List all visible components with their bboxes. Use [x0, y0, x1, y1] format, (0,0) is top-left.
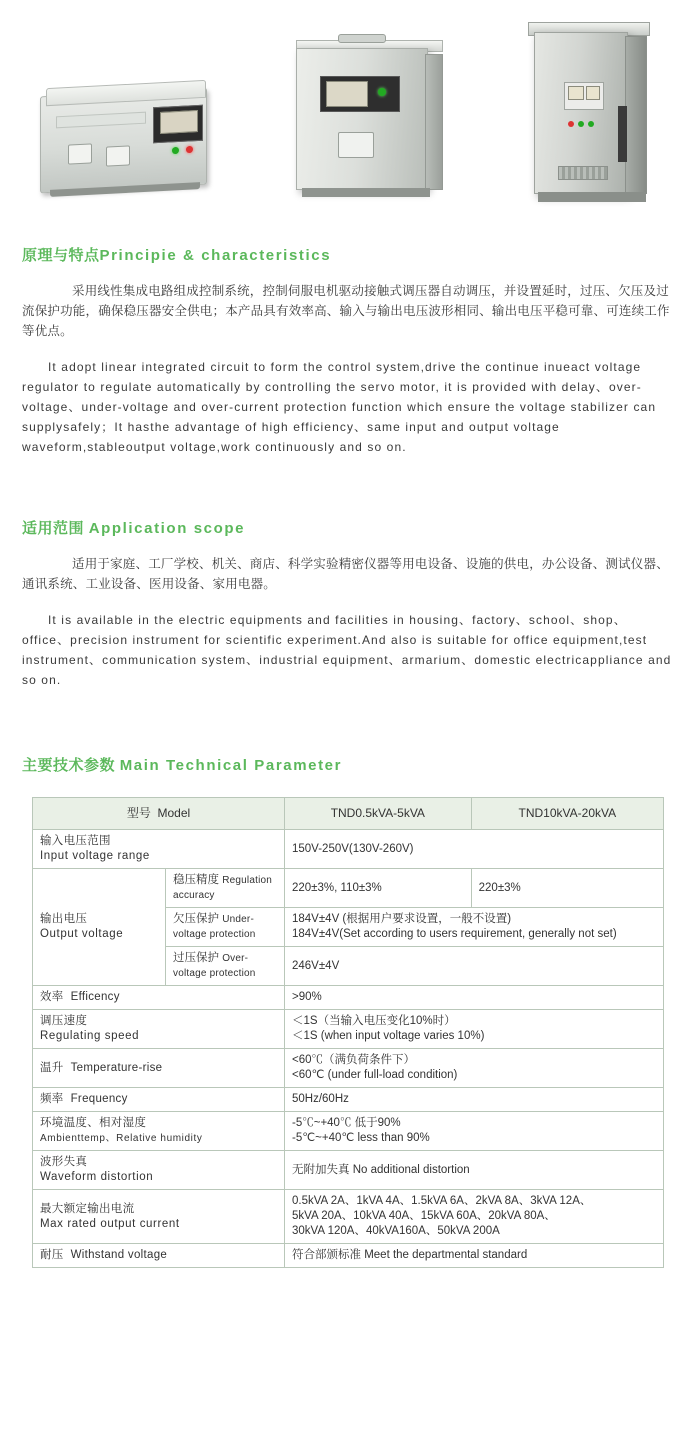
- photo3-analog-meter-left: [568, 86, 584, 100]
- section-heading-parameters-cn: 主要技术参数: [22, 757, 116, 774]
- row-label-output-voltage-cn: 输出电压: [40, 913, 88, 925]
- row-label-waveform-cn: 波形失真: [40, 1156, 88, 1168]
- row-value-temperature-rise-en: <60℃ (under full-load condition): [292, 1069, 458, 1081]
- photo2-indicator-green: [378, 88, 386, 96]
- photo2-handle: [338, 34, 386, 43]
- principle-text-cn: 采用线性集成电路组成控制系统，控制伺服电机驱动接触式调压器自动调压，并设置延时，过压、欠压及过流保护功能，确保稳压器安全供电；本产品具有效率高、输入与输出电压波形相同、输出电压平稳可靠、可连续工作等优点。: [22, 284, 670, 338]
- row-label-over-voltage-cn: 过压保护: [173, 952, 219, 964]
- row-value-ambient-en: -5℃~+40℃ less than 90%: [292, 1132, 430, 1144]
- row-label-regulating-speed-en: Regulating speed: [40, 1030, 140, 1042]
- row-value-max-current-line1: 0.5kVA 2A、1kVA 4A、1.5kVA 6A、2kVA 8A、3kVA 12A、: [292, 1195, 592, 1207]
- table-row-waveform: [33, 1151, 664, 1190]
- row-value-regulating-speed: [285, 1010, 664, 1049]
- specification-table: [32, 797, 664, 1268]
- product-image-gallery: [22, 0, 674, 210]
- row-label-frequency-en: Frequency: [70, 1093, 128, 1105]
- row-label-output-voltage-en: Output voltage: [40, 928, 124, 940]
- photo1-outlet-right: [106, 145, 130, 166]
- table-row-regulating-speed: [33, 1010, 664, 1049]
- row-label-frequency-cn: 频率: [40, 1093, 64, 1105]
- table-row-max-current: [33, 1190, 664, 1244]
- row-label-frequency: [33, 1088, 285, 1112]
- table-row-input-range: [33, 830, 664, 869]
- row-label-temperature-rise-en: Temperature-rise: [70, 1061, 163, 1074]
- row-value-withstand: 符合部颁标准 Meet the departmental standard: [285, 1244, 664, 1268]
- scope-paragraph-cn: [22, 554, 674, 594]
- row-label-max-current-en: Max rated output current: [40, 1217, 180, 1230]
- scope-text-cn: 适用于家庭、工厂学校、机关、商店、科学实验精密仪器等用电设备、设施的供电，办公设备、测试仪器、通讯系统、工业设备、医用设备、家用电器。: [22, 557, 669, 591]
- section-heading-parameters: [22, 754, 674, 775]
- row-value-waveform: 无附加失真 No additional distortion: [285, 1151, 664, 1190]
- row-label-withstand: [33, 1244, 285, 1268]
- row-label-output-voltage: [33, 869, 166, 986]
- table-header-col2: TND10kVA-20kVA: [471, 798, 663, 830]
- table-header-model-en: Model: [157, 806, 191, 820]
- photo1-outlet-left: [68, 143, 92, 164]
- row-label-waveform: [33, 1151, 285, 1190]
- row-label-under-voltage-en: Under-voltage protection: [173, 914, 256, 940]
- scope-text-en: It is available in the electric equipments and facilities in housing、factory、school、shop、office、precision instrument for scientific experiment.And also is suitable for office equipment,test instrument、communication system、industrial equipment、armarium、domestic electricappliance and so on.: [22, 613, 672, 687]
- row-label-regulation-accuracy-cn: 稳压精度: [173, 874, 219, 886]
- row-label-waveform-en: Waveform distortion: [40, 1171, 154, 1183]
- row-value-input-range: 150V-250V(130V-260V): [285, 830, 664, 869]
- row-label-max-current: [33, 1190, 285, 1244]
- row-label-over-voltage-en: Over-voltage protection: [173, 953, 256, 979]
- photo3-vent-grille: [558, 166, 608, 180]
- photo2-outlet: [338, 132, 374, 158]
- row-value-max-current-line3: 30kVA 120A、40kVA160A、50kVA 200A: [292, 1225, 500, 1237]
- row-label-regulation-accuracy: [166, 869, 285, 908]
- photo3-side-panel: [625, 36, 647, 194]
- table-header-col1: TND0.5kVA-5kVA: [285, 798, 472, 830]
- photo1-analog-meter: [160, 110, 198, 134]
- photo2-base: [302, 188, 430, 197]
- principle-text-en: It adopt linear integrated circuit to form the control system,drive the continue inueact voltage regulator to regulate automatically by controlling the servo motor, it is provided with delay、over-voltage、under-voltage and over-current protection function which ensure the voltage stabilizer can supplysafely；It hasthe advantage of high efficiency、same input and output voltage waveform,stableoutput voltage,work continuously and so on.: [22, 360, 657, 454]
- table-row-ambient: [33, 1112, 664, 1151]
- scope-paragraph-en: [22, 610, 674, 690]
- row-value-regulation-accuracy-col1: 220±3%, 110±3%: [285, 869, 472, 908]
- row-label-efficiency-cn: 效率: [40, 991, 64, 1003]
- row-label-efficiency-en: Efficency: [70, 991, 120, 1003]
- row-label-ambient: [33, 1112, 285, 1151]
- table-header-model-cn: 型号: [126, 806, 151, 820]
- table-row-withstand-voltage: [33, 1244, 664, 1268]
- row-label-withstand-en: Withstand voltage: [70, 1249, 168, 1261]
- product-photo-floor-stabilizer: [514, 10, 664, 210]
- row-label-regulation-accuracy-en: Regulation accuracy: [173, 875, 273, 901]
- row-value-under-voltage-en: 184V±4V(Set according to users requirement, generally not set): [292, 928, 617, 940]
- section-heading-principle-cn: 原理与特点: [22, 247, 100, 264]
- row-label-ambient-en: Ambienttemp、Relative humidity: [40, 1133, 203, 1144]
- photo2-side-panel: [425, 54, 443, 190]
- row-label-under-voltage: [166, 908, 285, 947]
- table-header-model: [33, 798, 285, 830]
- section-heading-scope-cn: 适用范围: [22, 520, 85, 537]
- row-label-regulating-speed: [33, 1010, 285, 1049]
- row-value-regulation-accuracy-col2: 220±3%: [471, 869, 663, 908]
- row-value-under-voltage-cn: 184V±4V (根据用户要求设置，一般不设置): [292, 913, 512, 925]
- section-heading-principle: [22, 244, 674, 265]
- row-value-max-current: [285, 1190, 664, 1244]
- row-label-input-range-cn: 输入电压范围: [40, 835, 111, 847]
- table-row-temperature-rise: [33, 1049, 664, 1088]
- principle-paragraph-en: [22, 357, 674, 457]
- row-label-input-range-en: Input voltage range: [40, 850, 150, 862]
- table-header-row: [33, 798, 664, 830]
- table-row-efficiency: [33, 986, 664, 1010]
- photo2-analog-meter: [326, 81, 368, 107]
- photo3-control-strip: [618, 106, 627, 162]
- row-value-regulating-speed-en: ＜1S (when input voltage varies 10%): [292, 1030, 485, 1042]
- product-photo-midsize-stabilizer: [286, 20, 446, 210]
- photo2-cabinet: [296, 48, 428, 190]
- row-label-input-range: [33, 830, 285, 869]
- row-value-ambient: [285, 1112, 664, 1151]
- table-row-regulation-accuracy: [33, 869, 664, 908]
- row-label-temperature-rise-cn: 温升: [40, 1061, 64, 1074]
- row-label-efficiency: [33, 986, 285, 1010]
- row-label-ambient-cn: 环境温度、相对湿度: [40, 1117, 147, 1129]
- row-label-withstand-cn: 耐压: [40, 1249, 64, 1261]
- photo3-analog-meter-right: [586, 86, 600, 100]
- row-value-efficiency: >90%: [285, 986, 664, 1010]
- row-value-temperature-rise: [285, 1049, 664, 1088]
- section-heading-principle-en: Principie & characteristics: [99, 247, 332, 264]
- spec-table-container: [22, 797, 674, 1388]
- section-heading-scope-en: Application scope: [88, 520, 246, 537]
- row-label-regulating-speed-cn: 调压速度: [40, 1015, 88, 1027]
- section-heading-parameters-en: Main Technical Parameter: [119, 757, 343, 774]
- row-label-max-current-cn: 最大额定输出电流: [40, 1202, 135, 1215]
- product-photo-small-stabilizer: [32, 70, 217, 210]
- row-value-regulating-speed-cn: ＜1S（当输入电压变化10%时）: [292, 1015, 456, 1027]
- photo3-indicator-lamps: [568, 114, 602, 120]
- section-heading-scope: [22, 517, 674, 538]
- row-value-max-current-line2: 5kVA 20A、10kVA 40A、15kVA 60A、20kVA 80A、: [292, 1210, 556, 1222]
- photo3-base: [538, 192, 646, 202]
- row-value-under-voltage: [285, 908, 664, 947]
- row-label-over-voltage: [166, 947, 285, 986]
- row-value-frequency: 50Hz/60Hz: [285, 1088, 664, 1112]
- row-label-under-voltage-cn: 欠压保护: [173, 913, 219, 925]
- row-value-over-voltage: 246V±4V: [285, 947, 664, 986]
- row-value-temperature-rise-cn: <60℃（满负荷条件下）: [292, 1054, 416, 1066]
- principle-paragraph-cn: [22, 281, 674, 341]
- table-row-frequency: [33, 1088, 664, 1112]
- row-value-ambient-cn: -5℃~+40℃ 低于90%: [292, 1117, 401, 1129]
- row-label-temperature-rise: [33, 1049, 285, 1088]
